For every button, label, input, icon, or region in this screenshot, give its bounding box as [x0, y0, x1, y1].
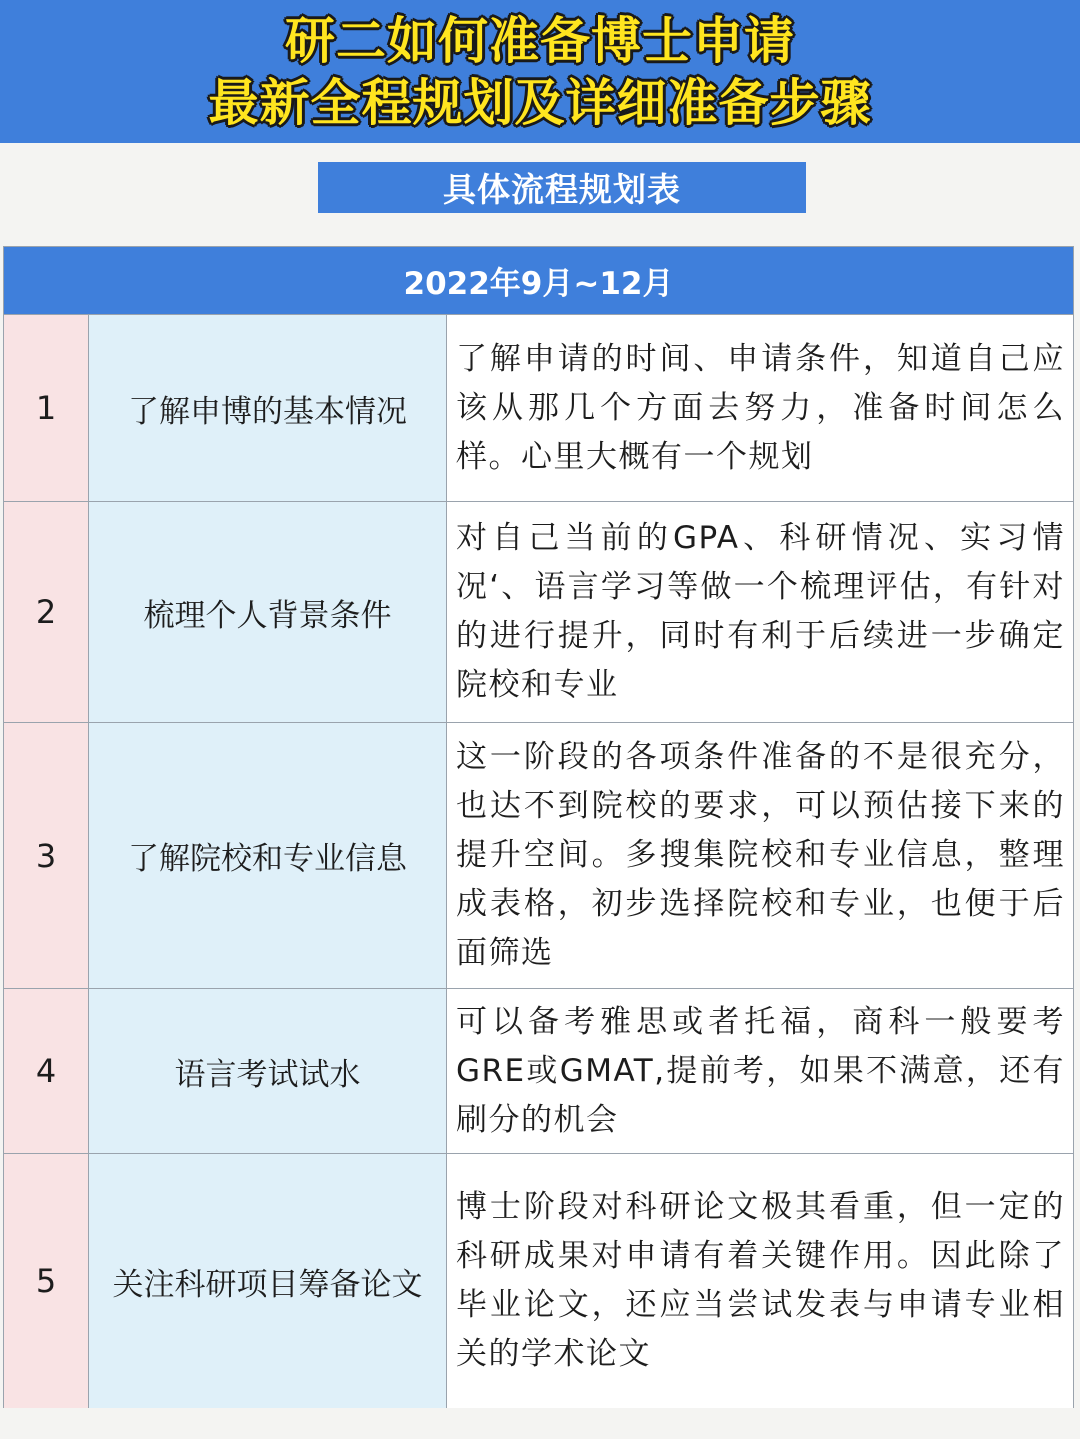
row-topic: 关注科研项目筹备论文 — [89, 1154, 447, 1408]
row-description: 博士阶段对科研论文极其看重，但一定的科研成果对申请有着关键作用。因此除了毕业论文，还应当尝试发表与申请专业相关的学术论文 — [447, 1154, 1073, 1408]
table-row — [4, 723, 1073, 989]
row-number: 2 — [4, 502, 89, 722]
plan-table — [3, 246, 1074, 1408]
row-number: 4 — [4, 989, 89, 1153]
row-number: 5 — [4, 1154, 89, 1408]
table-row — [4, 989, 1073, 1154]
row-description: 了解申请的时间、申请条件，知道自己应该从那几个方面去努力，准备时间怎么样。心里大概有一个规划 — [447, 315, 1073, 501]
row-description: 这一阶段的各项条件准备的不是很充分，也达不到院校的要求，可以预估接下来的提升空间。多搜集院校和专业信息，整理成表格，初步选择院校和专业，也便于后面筛选 — [447, 723, 1073, 988]
table-row — [4, 502, 1073, 723]
row-description: 可以备考雅思或者托福，商科一般要考GRE或GMAT,提前考，如果不满意，还有刷分的机会 — [447, 989, 1073, 1153]
row-topic: 了解院校和专业信息 — [89, 723, 447, 988]
table-row — [4, 1154, 1073, 1408]
title-line-2: 最新全程规划及详细准备步骤 — [208, 73, 872, 132]
subtitle-bar: 具体流程规划表 — [318, 162, 806, 213]
title-line-1: 研二如何准备博士申请 — [285, 11, 795, 70]
row-topic: 梳理个人背景条件 — [89, 502, 447, 722]
table-row — [4, 315, 1073, 502]
title-banner — [0, 0, 1080, 143]
row-description: 对自己当前的GPA、科研情况、实习情况‘、语言学习等做一个梳理评估，有针对的进行提升，同时有利于后续进一步确定院校和专业 — [447, 502, 1073, 722]
period-header: 2022年9月~12月 — [4, 247, 1073, 315]
row-number: 1 — [4, 315, 89, 501]
row-topic: 了解申博的基本情况 — [89, 315, 447, 501]
row-number: 3 — [4, 723, 89, 988]
row-topic: 语言考试试水 — [89, 989, 447, 1153]
